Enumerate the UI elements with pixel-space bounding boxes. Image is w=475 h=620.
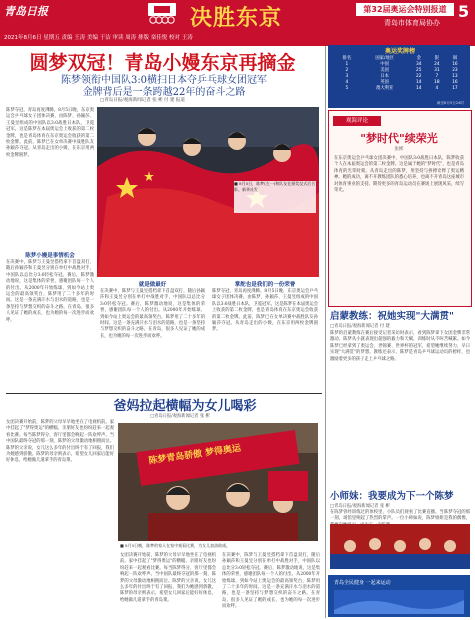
medal-cell: 1: [345, 61, 349, 67]
main-subhead-2: 金牌背后是一条跨越22年的奋斗之路: [82, 87, 246, 98]
medal-cell: 16: [452, 79, 458, 85]
ad-text: 青岛全民健身 一起来运动: [334, 580, 391, 586]
medal-header-cell: 银: [434, 56, 439, 61]
medal-cell: 34: [416, 61, 422, 67]
main-subhead-1: 陈梦领衔中国队3:0横扫日本夺乒乓球女团冠军: [60, 75, 268, 86]
section-title: 决胜东京: [190, 5, 283, 31]
medal-table-row: [334, 85, 464, 91]
second-body-col1: 女团决赛开始前，陈梦的父母早早地坐在了电视机前。家中挂起了"梦得奥运"的横幅，亲朋好友也纷纷赶来一起观看比赛。每当陈梦得分，客厅里都会响起一阵欢呼声。当中国队最终夺冠的那一刻，陈梦的父母激动地相拥而泣。陈梦的父亲说，女儿这么多年的付出终于有了回报，我们为她感到骄傲。陈梦的母亲则表示，希望女儿回家后能好好休息，给她做几道拿手的青岛菜。: [6, 420, 114, 464]
main-body-col2: 在决赛中，陈梦与王曼昱搭档拿下首盘双打，随后孙颖莎和王曼昱分别在单打中战胜对手，中国队以总比分3:0轻松夺冠。赛后，陈梦激动地说，这是集体的荣誉，感谢团队每一个人的付出。从2000年开始练球，到如今站上奥运会的最高领奖台，陈梦用了二十多年的时间。这是一条充满汗水与泪水的道路，也是一条坚持与梦想交织的奋斗之路。在青岛，很多人见证了她的成长，也为她的每一次进步而欢呼。: [100, 289, 205, 339]
paper-name: 青岛日报: [4, 5, 48, 18]
right-story-1-title: 启蒙教练：祝她实现"大满贯": [330, 311, 454, 322]
medal-cell: 日本: [380, 74, 389, 79]
medal-cell: 24: [434, 61, 440, 67]
main-byline: □青岛日报/观海新闻记者 张 彬 付 建 报道: [100, 98, 185, 103]
kids-photo: [330, 524, 470, 569]
medal-cell: 美国: [380, 68, 389, 73]
main-section-title-3: 掌舵也是我们的一份荣誉: [234, 282, 296, 288]
main-section-title-2: 就是做最好: [138, 282, 167, 288]
medal-cell: 4: [345, 79, 349, 85]
second-body-col2: 女团决赛开始前，陈梦的父母早早地坐在了电视机前。家中挂起了"梦得奥运"的横幅，亲朋好友也纷纷赶来一起观看比赛。每当陈梦得分，客厅里都会响起一阵欢呼声。当中国队最终夺冠的那一刻，陈梦的父母激动地相拥而泣。陈梦的父亲说，女儿这么多年的付出终于有了回报，我们为她感到骄傲。陈梦的母亲则表示，希望女儿回家后能好好休息，给她做几道拿手的青岛菜。: [120, 553, 216, 603]
main-headline: 圆梦双冠！青岛小嫚东京再摘金: [29, 52, 296, 74]
column-rule: [325, 46, 326, 618]
divider: [6, 393, 322, 394]
second-byline: □青岛日报/观海新闻记者 张 彬: [150, 414, 210, 419]
medal-cell: 中国: [380, 62, 389, 67]
main-body-lead: 陈梦夺冠，青岛再度沸腾。8月5日晚，东京奥运会乒乓球女子团体决赛，由陈梦、孙颖莎、王曼昱组成的中国队以3:0战胜日本队，卫冕冠军。这是陈梦在本届奥运会上收获的第二枚金牌，也是青岛体育在东京奥运会收获的第二枚金牌。此前，陈梦已在女单决赛中战胜队友孙颖莎夺冠。从青岛走出的小嫚，在东京用两枚金牌圆梦。: [6, 108, 94, 158]
medal-cell: 澳大利亚: [376, 86, 394, 91]
medal-cell: 2: [345, 67, 349, 73]
medal-cell: 英国: [380, 80, 389, 85]
second-body-col3: 在决赛中，陈梦与王曼昱搭档拿下首盘双打，随后孙颖莎和王曼昱分别在单打中战胜对手，中国队以总比分3:0轻松夺冠。赛后，陈梦激动地说，这是集体的荣誉，感谢团队每一个人的付出。从2000年开始练球，到如今站上奥运会的最高领奖台，陈梦用了二十多年的时间。这是一条充满汗水与泪水的道路，也是一条坚持与梦想交织的奋斗之路。在青岛，很多人见证了她的成长，也为她的每一次进步而欢呼。: [222, 553, 320, 610]
special-report-tag: 第32届奥运会特别报道: [356, 3, 454, 16]
second-headline: 爸妈拉起横幅为女儿喝彩: [113, 399, 257, 414]
medal-cell: 13: [452, 73, 458, 79]
co-organizer-tag: 青岛市体育局协办: [384, 19, 440, 27]
medal-cell: 31: [434, 67, 440, 73]
page-number: 5: [458, 2, 470, 21]
medal-cell: 4: [435, 85, 439, 91]
medal-header-cell: 金: [416, 56, 421, 61]
right-story-2-byline: □青岛日报/观海新闻记者 张 彬: [330, 504, 390, 509]
ad-graphic: [334, 590, 464, 614]
medal-panel-title: 奥运奖牌榜: [384, 48, 415, 55]
family-photo: [118, 423, 318, 541]
medal-cell: 7: [435, 73, 439, 79]
olympic-emblem-icon: [142, 2, 182, 26]
issue-info: 2021年8月6日 星期五 责编 王涛 美编 于洁 审读 周涛 排版 栾佳悦 校对 王涛: [4, 35, 193, 41]
medal-cell: 22: [416, 73, 422, 79]
family-photo-caption: ■ 8月5日晚，陈梦的家人在家中观看比赛，为女儿加油助威。: [120, 543, 231, 548]
main-body-cont: 在决赛中，陈梦与王曼昱搭档拿下首盘双打，随后孙颖莎和王曼昱分别在单打中战胜对手，中国队以总比分3:0轻松夺冠。赛后，陈梦激动地说，这是集体的荣誉，感谢团队每一个人的付出。从2000年开始练球，到如今站上奥运会的最高领奖台，陈梦用了二十多年的时间。这是一条充满汗水与泪水的道路，也是一条坚持与梦想交织的奋斗之路。在青岛，很多人见证了她的成长，也为她的每一次进步而欢呼。: [6, 260, 94, 323]
medal-cell: 18: [434, 79, 440, 85]
right-story-2-body: 在陈梦曾经训练过的体校里，小队员们观看了比赛直播。当陈梦夺冠的那一刻，场馆里响起了热烈的掌声。一位小师妹说，陈梦姐姐是我的偶像，: [330, 510, 470, 522]
commentary-tag: 观海评论: [333, 116, 381, 126]
medal-note: 截至8月5日24时: [436, 101, 464, 105]
medal-table: [334, 55, 464, 91]
medal-cell: 14: [416, 79, 422, 85]
medal-cell: 23: [452, 67, 458, 73]
main-section-title-1: 陈梦小嫚是事情机会: [25, 253, 75, 259]
medal-cell: 25: [416, 67, 422, 73]
commentary-body: 在东京奥运会乒乓球女团决赛中，中国队3:0战胜日本队，陈梦收获个人在本届奥运会的第二枚金牌。这是属于她的"梦时代"，也是青岛体育的光荣时刻。从青岛走出的陈梦，用坚持与拼搏诠释了奥运精神。她的成功，离不开教练团队的悉心培养，也离不开青岛这座城市对体育事业的支持。期待更多的青岛运动员在赛场上展现风采，续写荣光。: [334, 156, 464, 194]
medal-header-cell: 铜: [452, 56, 458, 61]
medal-header-cell: 排名: [342, 56, 352, 61]
medal-cell: 16: [452, 61, 458, 67]
main-photo-caption: ■ 8月5日，陈梦(左一)和队友在颁奖仪式后合影。新华社发: [234, 181, 316, 213]
right-story-1-body: 陈梦的启蒙教练在赛后接受记者采访时表示，看到陈梦拿下女团金牌非常激动。陈梦从小就表现出超强的毅力和天赋，训练时从不叫苦喊累。如今陈梦已经拿到了奥运会、世锦赛、世界杯的冠军，希望她继续努力，早日实现"大满贯"的梦想。教练还表示，陈梦是青岛乒乓球运动员的榜样，也激励着更多的孩子走上乒乓球之路。: [330, 331, 470, 362]
commentary-title: "梦时代"续荣光: [360, 132, 438, 145]
right-story-2-title: 小师妹：我要成为下一个陈梦: [330, 491, 454, 502]
commentary-author: 张彬: [394, 147, 404, 152]
medal-cell: 14: [416, 85, 422, 91]
medal-cell: 3: [345, 73, 349, 79]
family-banner-text: 陈梦青岛骄傲 梦得奥运: [147, 443, 242, 467]
right-story-1-byline: □青岛日报/观海新闻记者 付 建: [330, 324, 390, 329]
medal-header-cell: 国家/地区: [375, 56, 394, 61]
main-body-col3: 陈梦夺冠，青岛再度沸腾。8月5日晚，东京奥运会乒乓球女子团体决赛，由陈梦、孙颖莎、王曼昱组成的中国队以3:0战胜日本队，卫冕冠军。这是陈梦在本届奥运会上收获的第二枚金牌，也是青岛体育在东京奥运会收获的第二枚金牌。此前，陈梦已在女单决赛中战胜队友孙颖莎夺冠。从青岛走出的小嫚，在东京用两枚金牌圆梦。: [212, 289, 318, 333]
medal-cell: 17: [452, 85, 458, 91]
medal-cell: 5: [345, 85, 349, 91]
